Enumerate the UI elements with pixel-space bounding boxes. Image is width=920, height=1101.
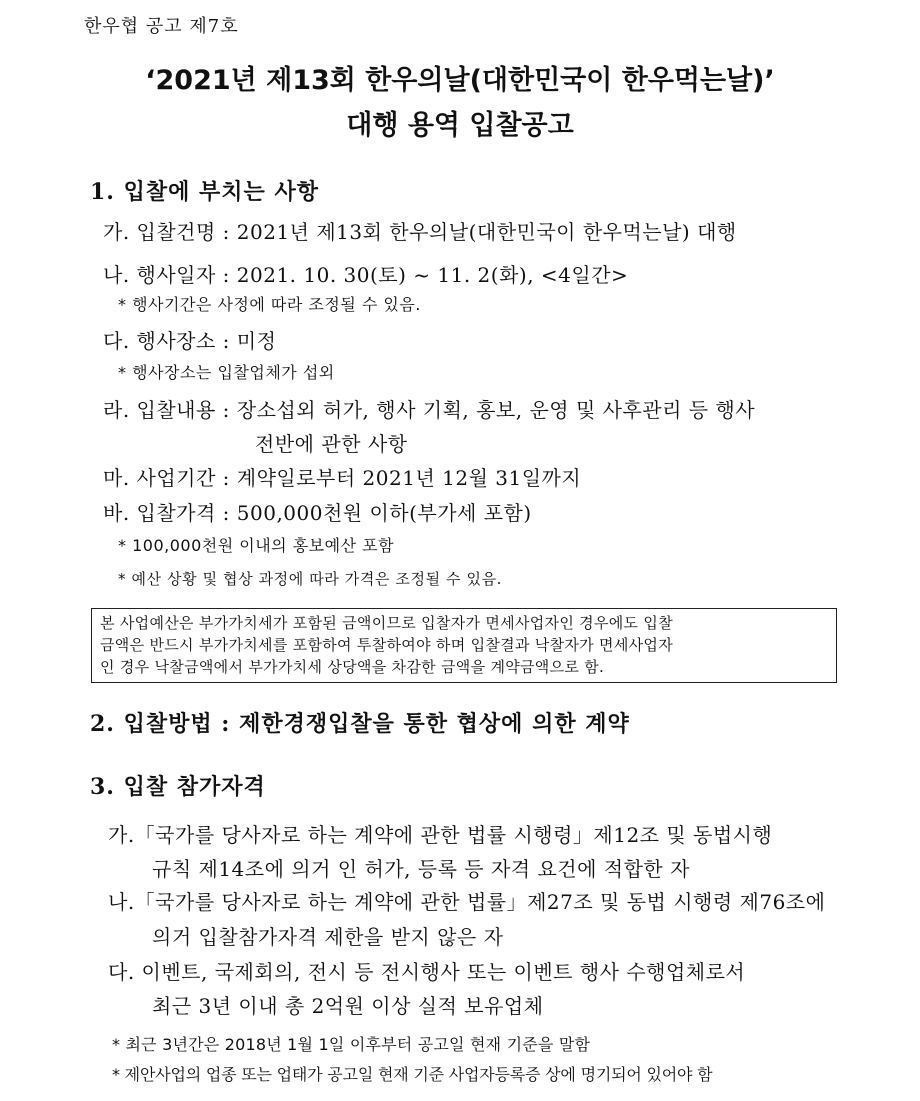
section-2-heading: 2. 입찰방법 : 제한경쟁입찰을 통한 협상에 의한 계약: [90, 711, 630, 737]
event-venue: 다. 행사장소 : 미정: [103, 329, 277, 353]
bid-item-name: 가. 입찰건명 : 2021년 제13회 한우의날(대한민국이 한우먹는날) 대행: [103, 220, 737, 244]
qualification-na: 나.「국가를 당사자로 하는 계약에 관한 법률」제27조 및 동법 시행령 제76조에: [108, 890, 826, 914]
qualification-note-2: * 제안사업의 업종 또는 업태가 공고일 현재 기준 사업자등록증 상에 명기되어 있어야 함: [112, 1065, 713, 1084]
section-1-heading: 1. 입찰에 부치는 사항: [90, 179, 319, 205]
event-date-note: * 행사기간은 사정에 따라 조정될 수 있음.: [118, 295, 421, 314]
document-title-line1: ‘2021년 제13회 한우의날(대한민국이 한우먹는날)’: [145, 65, 775, 96]
qualification-da: 다. 이벤트, 국제회의, 전시 등 전시행사 또는 이벤트 행사 수행업체로서: [108, 960, 746, 984]
notice-number: 한우협 공고 제7호: [84, 16, 239, 37]
event-date: 나. 행사일자 : 2021. 10. 30(토) ~ 11. 2(화), <4일간>: [103, 263, 629, 287]
section-3-heading: 3. 입찰 참가자격: [90, 774, 266, 800]
qualification-ga: 가.「국가를 당사자로 하는 계약에 관한 법률 시행령」제12조 및 동법시행: [108, 823, 773, 847]
bid-content-cont: 전반에 관한 사항: [255, 432, 408, 456]
qualification-ga-cont: 규칙 제14조에 의거 인 허가, 등록 등 자격 요건에 적합한 자: [152, 857, 690, 881]
bid-content: 라. 입찰내용 : 장소섭외 허가, 행사 기획, 홍보, 운영 및 사후관리 등 행사: [103, 398, 756, 422]
bid-price: 바. 입찰가격 : 500,000천원 이하(부가세 포함): [103, 501, 532, 525]
bid-price-note-1: * 100,000천원 이내의 홍보예산 포함: [118, 536, 395, 555]
qualification-note-1: * 최근 3년간은 2018년 1월 1일 이후부터 공고일 현재 기준을 말함: [112, 1035, 591, 1054]
qualification-na-cont: 의거 입찰참가자격 제한을 받지 않은 자: [152, 925, 504, 949]
bid-price-note-2: * 예산 상황 및 협상 과정에 따라 가격은 조정될 수 있음.: [118, 570, 503, 588]
project-period: 마. 사업기간 : 계약일로부터 2021년 12월 31일까지: [103, 466, 582, 490]
vat-notice-line: 금액은 반드시 부가가치세를 포함하여 투찰하여야 하며 입찰결과 낙찰자가 면세사업자: [100, 636, 673, 654]
document-title-line2: 대행 용역 입찰공고: [346, 110, 574, 141]
vat-notice-line: 인 경우 낙찰금액에서 부가가치세 상당액을 차감한 금액을 계약금액으로 함.: [100, 658, 605, 676]
qualification-da-cont: 최근 3년 이내 총 2억원 이상 실적 보유업체: [152, 994, 544, 1018]
event-venue-note: * 행사장소는 입찰업체가 섭외: [118, 363, 335, 382]
vat-notice-line: 본 사업예산은 부가가치세가 포함된 금액이므로 입찰자가 면세사업자인 경우에도 입찰: [100, 614, 673, 632]
vat-notice-box: [91, 608, 837, 683]
